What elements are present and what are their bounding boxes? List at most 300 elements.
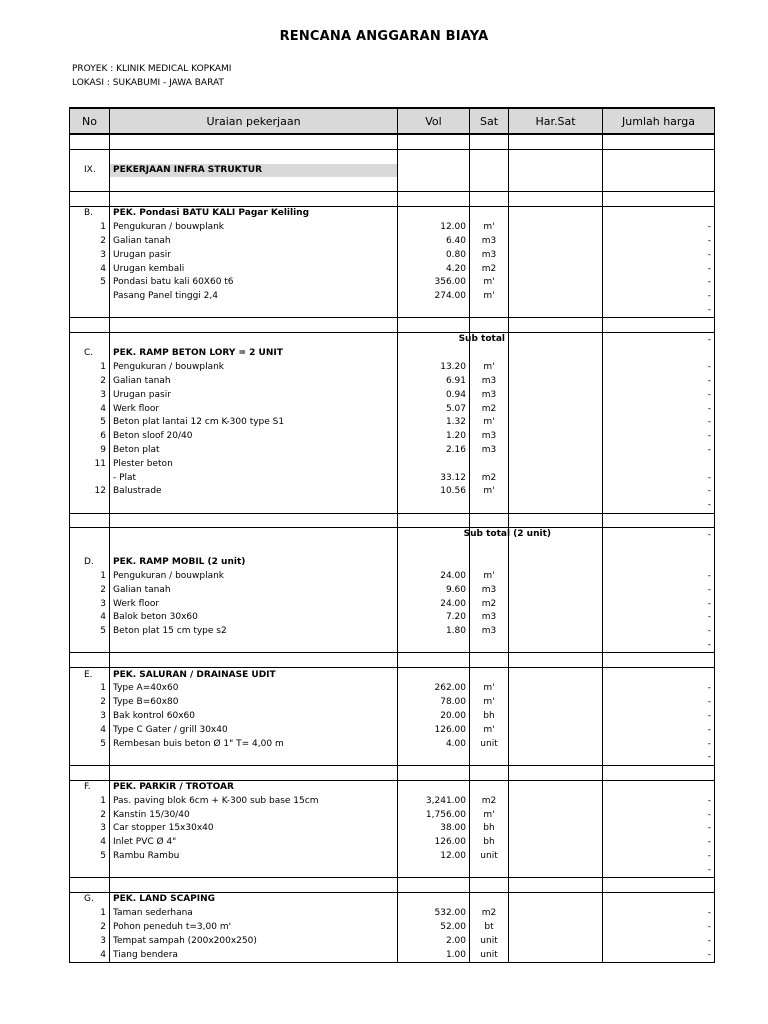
item-total: - bbox=[603, 276, 715, 290]
item-description: Beton sloof 20/40 bbox=[110, 430, 398, 444]
header-harsat: Har.Sat bbox=[509, 108, 603, 134]
harsat-cell bbox=[509, 668, 603, 682]
item-number: 5 bbox=[70, 625, 110, 639]
item-unit-price bbox=[509, 388, 603, 402]
harsat-cell bbox=[509, 333, 603, 347]
item-total: - bbox=[603, 361, 715, 375]
table-row bbox=[70, 221, 715, 235]
item-number: 6 bbox=[70, 430, 110, 444]
section-code: E. bbox=[70, 668, 110, 682]
item-unit: m' bbox=[470, 290, 509, 304]
table-row bbox=[70, 471, 715, 485]
item-volume: 13.20 bbox=[398, 361, 470, 375]
item-total: - bbox=[603, 751, 715, 765]
item-unit: m3 bbox=[470, 444, 509, 458]
jumlah-cell bbox=[603, 556, 715, 570]
vol-cell bbox=[398, 347, 470, 361]
item-description: Tempat sampah (200x200x250) bbox=[110, 934, 398, 948]
harsat-cell bbox=[509, 653, 603, 668]
item-number: 5 bbox=[70, 737, 110, 751]
item-unit-price bbox=[509, 221, 603, 235]
item-unit-price bbox=[509, 262, 603, 276]
item-number: 4 bbox=[70, 402, 110, 416]
table-row bbox=[70, 850, 715, 864]
section-title: PEK. LAND SCAPING bbox=[110, 893, 398, 907]
item-unit bbox=[470, 499, 509, 513]
item-number: 2 bbox=[70, 584, 110, 598]
item-volume: 2.16 bbox=[398, 444, 470, 458]
table-row bbox=[70, 388, 715, 402]
table-row bbox=[70, 682, 715, 696]
item-description: Rambu Rambu bbox=[110, 850, 398, 864]
item-volume: 4.00 bbox=[398, 737, 470, 751]
item-unit-price bbox=[509, 682, 603, 696]
item-volume: 7.20 bbox=[398, 611, 470, 625]
harsat-cell bbox=[509, 513, 603, 528]
table-row bbox=[70, 625, 715, 639]
sat-cell bbox=[470, 149, 509, 163]
header-no: No bbox=[70, 108, 110, 134]
item-total: - bbox=[603, 737, 715, 751]
empty-row bbox=[70, 318, 715, 333]
item-volume: 1.32 bbox=[398, 416, 470, 430]
section-title: PEK. Pondasi BATU KALI Pagar Keliling bbox=[110, 206, 398, 220]
table-row bbox=[70, 457, 715, 471]
item-volume bbox=[398, 457, 470, 471]
no-cell bbox=[70, 177, 110, 191]
empty-row bbox=[70, 149, 715, 163]
item-unit-price bbox=[509, 457, 603, 471]
jumlah-cell bbox=[603, 206, 715, 220]
jumlah-cell bbox=[603, 668, 715, 682]
item-total: - bbox=[603, 794, 715, 808]
item-unit-price bbox=[509, 499, 603, 513]
item-number: 1 bbox=[70, 682, 110, 696]
uraian-cell bbox=[110, 513, 398, 528]
vol-cell bbox=[398, 893, 470, 907]
item-unit: m' bbox=[470, 682, 509, 696]
item-number: 11 bbox=[70, 457, 110, 471]
jumlah-cell bbox=[603, 192, 715, 207]
sat-cell bbox=[470, 668, 509, 682]
item-number: 2 bbox=[70, 235, 110, 249]
table-row bbox=[70, 948, 715, 962]
vol-cell bbox=[398, 149, 470, 163]
section-code: B. bbox=[70, 206, 110, 220]
section-row bbox=[70, 164, 715, 178]
item-unit-price bbox=[509, 584, 603, 598]
uraian-cell bbox=[110, 542, 398, 556]
item-description: Balok beton 30x60 bbox=[110, 611, 398, 625]
item-volume bbox=[398, 863, 470, 877]
item-unit: m3 bbox=[470, 235, 509, 249]
item-total: - bbox=[603, 639, 715, 653]
item-unit-price bbox=[509, 276, 603, 290]
item-unit: m3 bbox=[470, 430, 509, 444]
jumlah-cell bbox=[603, 513, 715, 528]
item-description: Werk floor bbox=[110, 597, 398, 611]
item-total: - bbox=[603, 611, 715, 625]
item-description: Type A=40x60 bbox=[110, 682, 398, 696]
table-row bbox=[70, 499, 715, 513]
item-volume: 38.00 bbox=[398, 822, 470, 836]
item-total: - bbox=[603, 625, 715, 639]
harsat-cell bbox=[509, 134, 603, 149]
item-unit: m' bbox=[470, 276, 509, 290]
item-volume: 24.00 bbox=[398, 570, 470, 584]
table-row bbox=[70, 863, 715, 877]
item-number: 4 bbox=[70, 836, 110, 850]
sat-cell bbox=[470, 134, 509, 149]
no-cell bbox=[70, 542, 110, 556]
empty-row bbox=[70, 192, 715, 207]
item-unit: m' bbox=[470, 570, 509, 584]
item-description: Car stopper 15x30x40 bbox=[110, 822, 398, 836]
item-unit-price bbox=[509, 737, 603, 751]
harsat-cell bbox=[509, 206, 603, 220]
table-row bbox=[70, 751, 715, 765]
item-unit: bh bbox=[470, 836, 509, 850]
item-number: 5 bbox=[70, 276, 110, 290]
no-cell bbox=[70, 149, 110, 163]
item-total: - bbox=[603, 402, 715, 416]
jumlah-cell bbox=[603, 164, 715, 178]
item-number: 1 bbox=[70, 570, 110, 584]
harsat-cell bbox=[509, 780, 603, 794]
item-volume: 6.40 bbox=[398, 235, 470, 249]
item-description: Beton plat 15 cm type s2 bbox=[110, 625, 398, 639]
item-volume: 532.00 bbox=[398, 907, 470, 921]
no-cell bbox=[70, 878, 110, 893]
item-description: Rembesan buis beton Ø 1" T= 4,00 m bbox=[110, 737, 398, 751]
item-number: 3 bbox=[70, 248, 110, 262]
table-row bbox=[70, 907, 715, 921]
jumlah-cell bbox=[603, 149, 715, 163]
item-total: - bbox=[603, 375, 715, 389]
table-row bbox=[70, 375, 715, 389]
item-unit: unit bbox=[470, 850, 509, 864]
subtotal-label: Sub total bbox=[458, 334, 505, 345]
table-body bbox=[70, 134, 715, 963]
item-unit: m2 bbox=[470, 471, 509, 485]
vol-cell bbox=[398, 878, 470, 893]
item-unit-price bbox=[509, 723, 603, 737]
sat-cell bbox=[470, 177, 509, 191]
table-row bbox=[70, 304, 715, 318]
table-row bbox=[70, 290, 715, 304]
item-unit-price bbox=[509, 696, 603, 710]
item-total: - bbox=[603, 248, 715, 262]
empty-row bbox=[70, 177, 715, 191]
sat-cell bbox=[470, 318, 509, 333]
jumlah-cell bbox=[603, 134, 715, 149]
table-row bbox=[70, 794, 715, 808]
item-unit-price bbox=[509, 402, 603, 416]
item-total: - bbox=[603, 221, 715, 235]
item-unit-price bbox=[509, 444, 603, 458]
item-total: - bbox=[603, 850, 715, 864]
table-row bbox=[70, 822, 715, 836]
item-description bbox=[110, 499, 398, 513]
sat-cell bbox=[470, 513, 509, 528]
item-unit-price bbox=[509, 808, 603, 822]
sat-cell bbox=[470, 556, 509, 570]
item-number bbox=[70, 304, 110, 318]
vol-cell bbox=[398, 556, 470, 570]
item-description bbox=[110, 751, 398, 765]
item-description: Bak kontrol 60x60 bbox=[110, 710, 398, 724]
item-description: Kanstin 15/30/40 bbox=[110, 808, 398, 822]
jumlah-cell bbox=[603, 653, 715, 668]
section-row bbox=[70, 556, 715, 570]
subtotal-label: Sub total (2 unit) bbox=[463, 529, 551, 540]
harsat-cell bbox=[509, 878, 603, 893]
item-unit-price bbox=[509, 863, 603, 877]
vol-cell bbox=[398, 206, 470, 220]
item-unit: unit bbox=[470, 737, 509, 751]
uraian-cell bbox=[110, 192, 398, 207]
item-number: 3 bbox=[70, 710, 110, 724]
item-unit: m2 bbox=[470, 597, 509, 611]
item-total: - bbox=[603, 696, 715, 710]
item-number: 2 bbox=[70, 375, 110, 389]
item-number: 1 bbox=[70, 794, 110, 808]
item-number: 4 bbox=[70, 611, 110, 625]
item-unit-price bbox=[509, 611, 603, 625]
item-number: 1 bbox=[70, 907, 110, 921]
empty-row bbox=[70, 653, 715, 668]
item-number: 3 bbox=[70, 388, 110, 402]
uraian-cell bbox=[110, 765, 398, 780]
item-description: Beton plat lantai 12 cm K-300 type S1 bbox=[110, 416, 398, 430]
item-unit-price bbox=[509, 375, 603, 389]
item-unit-price bbox=[509, 570, 603, 584]
vol-cell bbox=[398, 164, 470, 178]
document-title: RENCANA ANGGARAN BIAYA bbox=[279, 29, 489, 44]
no-cell bbox=[70, 528, 110, 542]
item-unit: bh bbox=[470, 710, 509, 724]
item-unit-price bbox=[509, 822, 603, 836]
vol-cell bbox=[398, 542, 470, 556]
subtotal-row bbox=[70, 333, 715, 347]
item-unit: m2 bbox=[470, 907, 509, 921]
vol-cell bbox=[398, 192, 470, 207]
table-row bbox=[70, 276, 715, 290]
jumlah-cell bbox=[603, 878, 715, 893]
harsat-cell bbox=[509, 164, 603, 178]
item-unit bbox=[470, 457, 509, 471]
item-number: 4 bbox=[70, 262, 110, 276]
item-description: Pengukuran / bouwplank bbox=[110, 361, 398, 375]
harsat-cell bbox=[509, 192, 603, 207]
table-row bbox=[70, 934, 715, 948]
vol-cell bbox=[398, 177, 470, 191]
item-unit-price bbox=[509, 934, 603, 948]
budget-table bbox=[69, 107, 715, 963]
harsat-cell bbox=[509, 149, 603, 163]
item-unit: m2 bbox=[470, 262, 509, 276]
item-unit-price bbox=[509, 290, 603, 304]
jumlah-cell bbox=[603, 542, 715, 556]
table-row bbox=[70, 262, 715, 276]
item-volume: 1.00 bbox=[398, 948, 470, 962]
project-name: PROYEK : KLINIK MEDICAL KOPKAMI bbox=[72, 64, 232, 74]
item-volume: 9.60 bbox=[398, 584, 470, 598]
item-volume: 0.94 bbox=[398, 388, 470, 402]
item-unit-price bbox=[509, 639, 603, 653]
harsat-cell bbox=[509, 542, 603, 556]
subtotal-cell bbox=[398, 528, 551, 542]
item-unit: m3 bbox=[470, 388, 509, 402]
section-code: C. bbox=[70, 347, 110, 361]
item-description bbox=[110, 304, 398, 318]
sat-cell bbox=[470, 347, 509, 361]
item-description: Plester beton bbox=[110, 457, 398, 471]
item-unit-price bbox=[509, 471, 603, 485]
item-volume: 0.80 bbox=[398, 248, 470, 262]
item-volume: 274.00 bbox=[398, 290, 470, 304]
item-total: - bbox=[603, 822, 715, 836]
vol-cell bbox=[398, 765, 470, 780]
item-number: 2 bbox=[70, 808, 110, 822]
vol-cell bbox=[398, 780, 470, 794]
item-unit: m3 bbox=[470, 248, 509, 262]
item-number: 1 bbox=[70, 361, 110, 375]
item-volume: 126.00 bbox=[398, 723, 470, 737]
item-total: - bbox=[603, 808, 715, 822]
item-unit: bt bbox=[470, 921, 509, 935]
item-unit-price bbox=[509, 430, 603, 444]
item-description: Galian tanah bbox=[110, 235, 398, 249]
subtotal-row bbox=[70, 528, 715, 542]
table-row bbox=[70, 737, 715, 751]
table-row bbox=[70, 570, 715, 584]
item-unit: unit bbox=[470, 948, 509, 962]
section-code: IX. bbox=[70, 164, 110, 178]
item-number: 2 bbox=[70, 921, 110, 935]
item-volume: 78.00 bbox=[398, 696, 470, 710]
item-number: 4 bbox=[70, 723, 110, 737]
item-total: - bbox=[603, 444, 715, 458]
sat-cell bbox=[470, 206, 509, 220]
section-title: PEK. SALURAN / DRAINASE UDIT bbox=[110, 668, 398, 682]
table-row bbox=[70, 248, 715, 262]
item-total: - bbox=[603, 485, 715, 499]
item-number: 3 bbox=[70, 822, 110, 836]
header-jumlah: Jumlah harga bbox=[603, 108, 715, 134]
item-number: 5 bbox=[70, 850, 110, 864]
jumlah-cell bbox=[603, 347, 715, 361]
section-title: PEK. PARKIR / TROTOAR bbox=[110, 780, 398, 794]
no-cell bbox=[70, 192, 110, 207]
sat-cell bbox=[470, 653, 509, 668]
item-total: - bbox=[603, 934, 715, 948]
section-code: F. bbox=[70, 780, 110, 794]
item-description: Pas. paving blok 6cm + K-300 sub base 15cm bbox=[110, 794, 398, 808]
item-unit bbox=[470, 304, 509, 318]
header-uraian: Uraian pekerjaan bbox=[110, 108, 398, 134]
item-total: - bbox=[603, 570, 715, 584]
item-volume: 2.00 bbox=[398, 934, 470, 948]
item-description: Beton plat bbox=[110, 444, 398, 458]
section-row bbox=[70, 780, 715, 794]
table-row bbox=[70, 921, 715, 935]
sat-cell bbox=[470, 542, 509, 556]
item-volume: 33.12 bbox=[398, 471, 470, 485]
sat-cell bbox=[470, 780, 509, 794]
item-unit-price bbox=[509, 836, 603, 850]
item-unit-price bbox=[509, 794, 603, 808]
table-row bbox=[70, 416, 715, 430]
item-volume: 126.00 bbox=[398, 836, 470, 850]
section-row bbox=[70, 668, 715, 682]
uraian-cell bbox=[110, 318, 398, 333]
item-description: Tiang bendera bbox=[110, 948, 398, 962]
item-unit-price bbox=[509, 921, 603, 935]
table-row bbox=[70, 402, 715, 416]
item-volume: 5.07 bbox=[398, 402, 470, 416]
item-unit: m3 bbox=[470, 375, 509, 389]
item-number: 3 bbox=[70, 934, 110, 948]
item-total: - bbox=[603, 262, 715, 276]
item-description: Galian tanah bbox=[110, 584, 398, 598]
table-row bbox=[70, 723, 715, 737]
item-total: - bbox=[603, 235, 715, 249]
item-total: - bbox=[603, 290, 715, 304]
harsat-cell bbox=[509, 177, 603, 191]
item-volume: 1.80 bbox=[398, 625, 470, 639]
uraian-cell bbox=[110, 653, 398, 668]
subtotal-amount: - bbox=[603, 333, 715, 347]
item-volume: 4.20 bbox=[398, 262, 470, 276]
item-total: - bbox=[603, 907, 715, 921]
item-volume bbox=[398, 751, 470, 765]
item-number bbox=[70, 499, 110, 513]
sat-cell bbox=[470, 765, 509, 780]
uraian-cell bbox=[110, 333, 398, 347]
table-row bbox=[70, 584, 715, 598]
item-description: Pasang Panel tinggi 2,4 bbox=[110, 290, 398, 304]
item-number bbox=[70, 751, 110, 765]
item-total: - bbox=[603, 836, 715, 850]
item-unit: m' bbox=[470, 416, 509, 430]
uraian-cell bbox=[110, 149, 398, 163]
no-cell bbox=[70, 333, 110, 347]
item-volume bbox=[398, 639, 470, 653]
table-row bbox=[70, 611, 715, 625]
item-description: Urugan pasir bbox=[110, 248, 398, 262]
item-volume: 262.00 bbox=[398, 682, 470, 696]
item-number: 9 bbox=[70, 444, 110, 458]
item-description: Pohon peneduh t=3,00 m' bbox=[110, 921, 398, 935]
sat-cell bbox=[470, 893, 509, 907]
jumlah-cell bbox=[603, 893, 715, 907]
item-number bbox=[70, 471, 110, 485]
item-unit-price bbox=[509, 625, 603, 639]
sat-cell bbox=[470, 192, 509, 207]
harsat-cell bbox=[509, 765, 603, 780]
table-row bbox=[70, 836, 715, 850]
no-cell bbox=[70, 134, 110, 149]
uraian-cell bbox=[110, 134, 398, 149]
item-total: - bbox=[603, 863, 715, 877]
item-description: Urugan pasir bbox=[110, 388, 398, 402]
item-unit: m' bbox=[470, 808, 509, 822]
item-total: - bbox=[603, 584, 715, 598]
item-description bbox=[110, 639, 398, 653]
item-number: 5 bbox=[70, 416, 110, 430]
vol-cell bbox=[398, 318, 470, 333]
